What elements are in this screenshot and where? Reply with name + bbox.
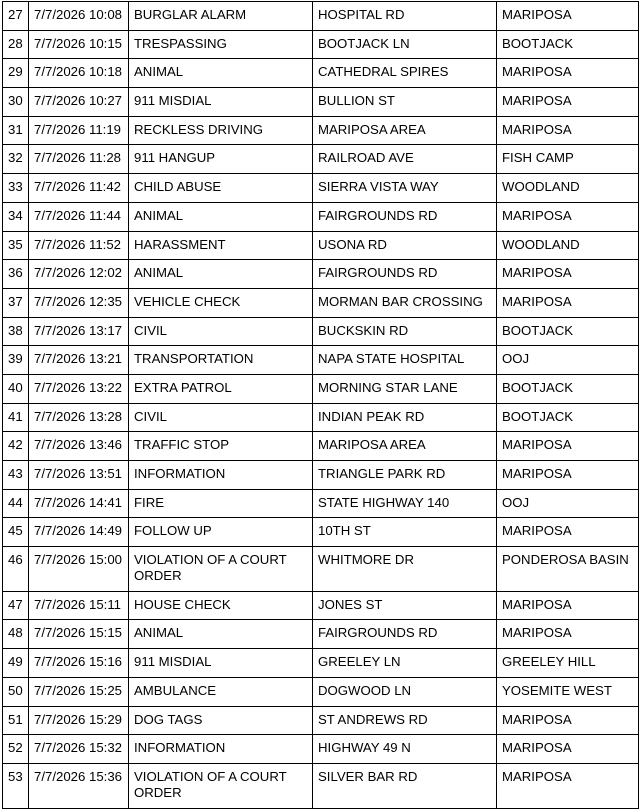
incident-number-cell: 39 xyxy=(3,346,29,375)
table-row xyxy=(3,735,639,764)
incident-type-cell: AMBULANCE xyxy=(129,677,313,706)
city-cell: PONDEROSA BASIN xyxy=(497,547,639,592)
city-cell: WOODLAND xyxy=(497,174,639,203)
incident-number-cell: 53 xyxy=(3,763,29,808)
table-row xyxy=(3,317,639,346)
table-row xyxy=(3,677,639,706)
incident-type-cell: VIOLATION OF A COURT ORDER xyxy=(129,763,313,808)
table-row xyxy=(3,403,639,432)
city-cell: MARIPOSA xyxy=(497,706,639,735)
incident-log-table xyxy=(2,1,639,809)
table-row xyxy=(3,145,639,174)
incident-number-cell: 50 xyxy=(3,677,29,706)
datetime-cell: 7/7/2026 15:11 xyxy=(29,591,129,620)
city-cell: MARIPOSA xyxy=(497,763,639,808)
table-row xyxy=(3,518,639,547)
datetime-cell: 7/7/2026 10:27 xyxy=(29,88,129,117)
incident-number-cell: 43 xyxy=(3,461,29,490)
datetime-cell: 7/7/2026 13:28 xyxy=(29,403,129,432)
table-row xyxy=(3,116,639,145)
incident-number-cell: 38 xyxy=(3,317,29,346)
city-cell: MARIPOSA xyxy=(497,461,639,490)
location-cell: FAIRGROUNDS RD xyxy=(313,620,497,649)
incident-type-cell: CHILD ABUSE xyxy=(129,174,313,203)
incident-number-cell: 49 xyxy=(3,649,29,678)
location-cell: GREELEY LN xyxy=(313,649,497,678)
city-cell: MARIPOSA xyxy=(497,518,639,547)
city-cell: MARIPOSA xyxy=(497,432,639,461)
city-cell: OOJ xyxy=(497,346,639,375)
location-cell: JONES ST xyxy=(313,591,497,620)
datetime-cell: 7/7/2026 15:25 xyxy=(29,677,129,706)
incident-number-cell: 44 xyxy=(3,489,29,518)
city-cell: MARIPOSA xyxy=(497,59,639,88)
incident-type-cell: VEHICLE CHECK xyxy=(129,288,313,317)
datetime-cell: 7/7/2026 13:17 xyxy=(29,317,129,346)
incident-number-cell: 45 xyxy=(3,518,29,547)
city-cell: BOOTJACK xyxy=(497,317,639,346)
incident-type-cell: 911 MISDIAL xyxy=(129,649,313,678)
location-cell: HOSPITAL RD xyxy=(313,2,497,31)
incident-type-cell: 911 HANGUP xyxy=(129,145,313,174)
table-row xyxy=(3,374,639,403)
table-row xyxy=(3,2,639,31)
datetime-cell: 7/7/2026 11:28 xyxy=(29,145,129,174)
datetime-cell: 7/7/2026 15:16 xyxy=(29,649,129,678)
incident-number-cell: 40 xyxy=(3,374,29,403)
table-row xyxy=(3,547,639,592)
city-cell: YOSEMITE WEST xyxy=(497,677,639,706)
location-cell: STATE HIGHWAY 140 xyxy=(313,489,497,518)
incident-type-cell: CIVIL xyxy=(129,317,313,346)
incident-type-cell: DOG TAGS xyxy=(129,706,313,735)
table-row xyxy=(3,649,639,678)
incident-type-cell: HOUSE CHECK xyxy=(129,591,313,620)
incident-type-cell: BURGLAR ALARM xyxy=(129,2,313,31)
city-cell: MARIPOSA xyxy=(497,288,639,317)
incident-type-cell: EXTRA PATROL xyxy=(129,374,313,403)
location-cell: CATHEDRAL SPIRES xyxy=(313,59,497,88)
location-cell: WHITMORE DR xyxy=(313,547,497,592)
city-cell: MARIPOSA xyxy=(497,591,639,620)
table-row xyxy=(3,30,639,59)
location-cell: MORNING STAR LANE xyxy=(313,374,497,403)
incident-number-cell: 35 xyxy=(3,231,29,260)
city-cell: MARIPOSA xyxy=(497,116,639,145)
incident-number-cell: 29 xyxy=(3,59,29,88)
datetime-cell: 7/7/2026 14:49 xyxy=(29,518,129,547)
table-row xyxy=(3,432,639,461)
datetime-cell: 7/7/2026 11:44 xyxy=(29,202,129,231)
incident-type-cell: FOLLOW UP xyxy=(129,518,313,547)
incident-type-cell: HARASSMENT xyxy=(129,231,313,260)
incident-type-cell: TRAFFIC STOP xyxy=(129,432,313,461)
datetime-cell: 7/7/2026 15:36 xyxy=(29,763,129,808)
incident-type-cell: ANIMAL xyxy=(129,59,313,88)
incident-type-cell: INFORMATION xyxy=(129,735,313,764)
incident-number-cell: 30 xyxy=(3,88,29,117)
datetime-cell: 7/7/2026 12:02 xyxy=(29,260,129,289)
location-cell: ST ANDREWS RD xyxy=(313,706,497,735)
table-row xyxy=(3,59,639,88)
location-cell: FAIRGROUNDS RD xyxy=(313,202,497,231)
incident-type-cell: FIRE xyxy=(129,489,313,518)
table-row xyxy=(3,346,639,375)
incident-number-cell: 51 xyxy=(3,706,29,735)
location-cell: BULLION ST xyxy=(313,88,497,117)
city-cell: MARIPOSA xyxy=(497,2,639,31)
incident-type-cell: CIVIL xyxy=(129,403,313,432)
incident-number-cell: 42 xyxy=(3,432,29,461)
table-row xyxy=(3,174,639,203)
table-row xyxy=(3,706,639,735)
incident-number-cell: 36 xyxy=(3,260,29,289)
location-cell: SILVER BAR RD xyxy=(313,763,497,808)
datetime-cell: 7/7/2026 10:15 xyxy=(29,30,129,59)
incident-number-cell: 37 xyxy=(3,288,29,317)
location-cell: MARIPOSA AREA xyxy=(313,116,497,145)
location-cell: RAILROAD AVE xyxy=(313,145,497,174)
incident-type-cell: ANIMAL xyxy=(129,620,313,649)
city-cell: MARIPOSA xyxy=(497,620,639,649)
incident-number-cell: 31 xyxy=(3,116,29,145)
city-cell: BOOTJACK xyxy=(497,30,639,59)
datetime-cell: 7/7/2026 15:32 xyxy=(29,735,129,764)
city-cell: BOOTJACK xyxy=(497,403,639,432)
city-cell: BOOTJACK xyxy=(497,374,639,403)
location-cell: NAPA STATE HOSPITAL xyxy=(313,346,497,375)
table-row xyxy=(3,202,639,231)
datetime-cell: 7/7/2026 15:15 xyxy=(29,620,129,649)
city-cell: WOODLAND xyxy=(497,231,639,260)
incident-number-cell: 47 xyxy=(3,591,29,620)
city-cell: MARIPOSA xyxy=(497,735,639,764)
location-cell: BOOTJACK LN xyxy=(313,30,497,59)
datetime-cell: 7/7/2026 10:08 xyxy=(29,2,129,31)
incident-log-body xyxy=(3,2,639,809)
location-cell: USONA RD xyxy=(313,231,497,260)
table-row xyxy=(3,288,639,317)
incident-number-cell: 33 xyxy=(3,174,29,203)
incident-number-cell: 32 xyxy=(3,145,29,174)
incident-number-cell: 46 xyxy=(3,547,29,592)
table-row xyxy=(3,260,639,289)
incident-number-cell: 52 xyxy=(3,735,29,764)
incident-type-cell: INFORMATION xyxy=(129,461,313,490)
city-cell: GREELEY HILL xyxy=(497,649,639,678)
datetime-cell: 7/7/2026 15:00 xyxy=(29,547,129,592)
datetime-cell: 7/7/2026 11:42 xyxy=(29,174,129,203)
datetime-cell: 7/7/2026 12:35 xyxy=(29,288,129,317)
table-row xyxy=(3,620,639,649)
datetime-cell: 7/7/2026 10:18 xyxy=(29,59,129,88)
city-cell: MARIPOSA xyxy=(497,88,639,117)
location-cell: SIERRA VISTA WAY xyxy=(313,174,497,203)
incident-type-cell: TRESPASSING xyxy=(129,30,313,59)
incident-number-cell: 41 xyxy=(3,403,29,432)
datetime-cell: 7/7/2026 13:22 xyxy=(29,374,129,403)
incident-type-cell: TRANSPORTATION xyxy=(129,346,313,375)
incident-number-cell: 48 xyxy=(3,620,29,649)
datetime-cell: 7/7/2026 13:46 xyxy=(29,432,129,461)
location-cell: FAIRGROUNDS RD xyxy=(313,260,497,289)
city-cell: FISH CAMP xyxy=(497,145,639,174)
table-row xyxy=(3,88,639,117)
incident-number-cell: 34 xyxy=(3,202,29,231)
table-row xyxy=(3,591,639,620)
datetime-cell: 7/7/2026 11:19 xyxy=(29,116,129,145)
datetime-cell: 7/7/2026 15:29 xyxy=(29,706,129,735)
table-row xyxy=(3,763,639,808)
incident-type-cell: RECKLESS DRIVING xyxy=(129,116,313,145)
location-cell: INDIAN PEAK RD xyxy=(313,403,497,432)
location-cell: BUCKSKIN RD xyxy=(313,317,497,346)
datetime-cell: 7/7/2026 11:52 xyxy=(29,231,129,260)
datetime-cell: 7/7/2026 14:41 xyxy=(29,489,129,518)
incident-number-cell: 28 xyxy=(3,30,29,59)
table-row xyxy=(3,231,639,260)
datetime-cell: 7/7/2026 13:51 xyxy=(29,461,129,490)
incident-number-cell: 27 xyxy=(3,2,29,31)
location-cell: 10TH ST xyxy=(313,518,497,547)
table-row xyxy=(3,461,639,490)
location-cell: MARIPOSA AREA xyxy=(313,432,497,461)
location-cell: TRIANGLE PARK RD xyxy=(313,461,497,490)
incident-type-cell: 911 MISDIAL xyxy=(129,88,313,117)
incident-type-cell: ANIMAL xyxy=(129,202,313,231)
city-cell: OOJ xyxy=(497,489,639,518)
incident-type-cell: VIOLATION OF A COURT ORDER xyxy=(129,547,313,592)
location-cell: MORMAN BAR CROSSING xyxy=(313,288,497,317)
location-cell: HIGHWAY 49 N xyxy=(313,735,497,764)
datetime-cell: 7/7/2026 13:21 xyxy=(29,346,129,375)
table-row xyxy=(3,489,639,518)
city-cell: MARIPOSA xyxy=(497,260,639,289)
incident-type-cell: ANIMAL xyxy=(129,260,313,289)
city-cell: MARIPOSA xyxy=(497,202,639,231)
location-cell: DOGWOOD LN xyxy=(313,677,497,706)
